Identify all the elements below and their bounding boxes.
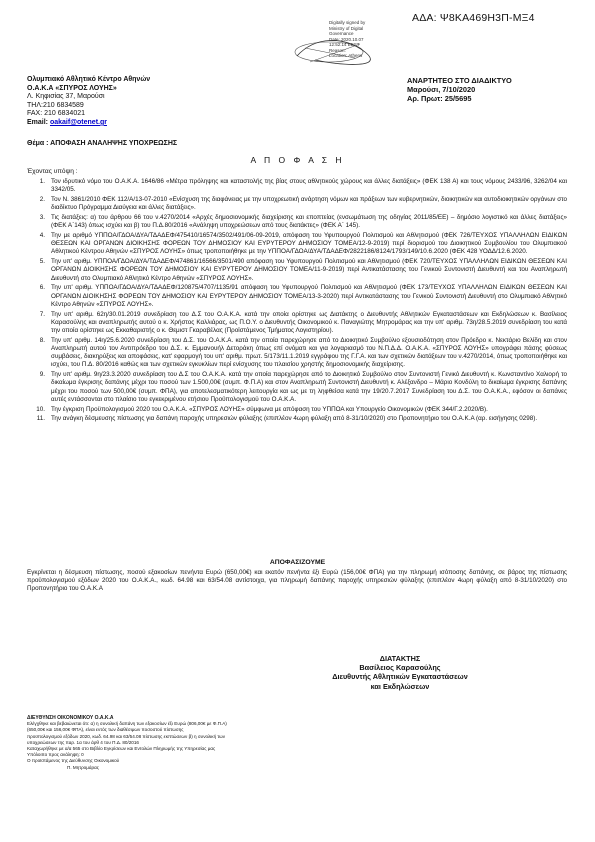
item-number: 8. bbox=[39, 336, 45, 344]
item-number: 2. bbox=[39, 196, 45, 203]
digital-signature-stamp bbox=[285, 18, 475, 76]
protocol-number: Αρ. Πρωτ: 25/5695 bbox=[407, 94, 472, 103]
considerations-list bbox=[27, 178, 567, 425]
item-number: 3. bbox=[39, 214, 45, 221]
signature-scribble-icon bbox=[285, 18, 475, 76]
signer-title: Διευθυντής Αθλητικών Εγκαταστάσεων bbox=[332, 672, 468, 682]
signature-line: Location: Athens bbox=[329, 53, 363, 58]
item-text: Τις διατάξεις: α) του άρθρου 66 του ν.4270/2014 «Αρχές δημοσιονομικής διαχείρισης και εποπτείας (ενσωμάτωση της οδηγίας 2011/85/ΕΕ) – δημόσιο λογιστικό και άλλες διατάξεις» (ΦΕΚ Α΄143) όπως ισχύει και β) του Π.Δ.80/2016 «Ανάληψη υποχρεώσεων από τους διατάκτες» (ΦΕΚ Α΄ 145). bbox=[51, 214, 567, 230]
subject-line: Θέμα : ΑΠΟΦΑΣΗ ΑΝΑΛΗΨΗΣ ΥΠΟΧΡΕΩΣΗΣ bbox=[27, 140, 178, 147]
item-text: Την υπ' αριθμ. ΥΠΠΟΑ/ΓΔΟΑ/ΔΥΑ/ΤΔΑΔΕΦ/474861/16566/3501/490 απόφαση του Υφυπουργού Πολιτισμού και Αθλητισμού (ΦΕΚ 720/ΤΕΥΧΟΣ ΥΠΑΛΛΗΛΩΝ ΕΙΔΙΚΩΝ ΘΕΣΕΩΝ ΚΑΙ ΟΡΓΑΝΩΝ ΔΙΟΙΚΗΣΗΣ ΦΟΡΕΩΝ ΤΟΥ ΔΗΜΟΣΙΟΥ ΚΑΙ ΕΥΡΥΤΕΡΟΥ ΔΗΜΟΣΙΟΥ ΤΟΜΕΑ/11-9-2019) περί Αντικατάστασης του Γενικού Συντονιστή Διευθυντή και του Αναπληρωτή Διευθυντή στο Ολυμπιακό Αθλητικό Κέντρο Αθηνών «ΣΠΥΡΟΣ ΛΟΥΗΣ». bbox=[51, 258, 567, 282]
org-short-name: Ο.Α.Κ.Α «ΣΠΥΡΟΣ ΛΟΥΗΣ» bbox=[27, 84, 117, 92]
consideration-item bbox=[27, 214, 567, 230]
org-name: Ολυμπιακό Αθλητικό Κέντρο Αθηνών bbox=[27, 76, 151, 83]
signature-text bbox=[329, 20, 365, 59]
org-phone: ΤΗΛ:210 6834589 bbox=[27, 101, 84, 109]
item-number: 4. bbox=[39, 232, 45, 239]
item-text: Την έγκριση Προϋπολογισμού 2020 του Ο.Α.Κ.Α. «ΣΠΥΡΟΣ ΛΟΥΗΣ» σύμφωνα με απόφαση του ΥΠΠΟΑ και Υπουργείο Οικονομικών (ΦΕΚ 344/Γ.2.2020/Β). bbox=[51, 405, 488, 413]
document-title: Α Π Ο Φ Α Σ Η bbox=[250, 155, 345, 165]
org-fax: FAX: 210 6834021 bbox=[27, 110, 85, 118]
consideration-item bbox=[27, 178, 567, 194]
consideration-item bbox=[27, 232, 567, 257]
consideration-item bbox=[27, 371, 567, 404]
email-link[interactable]: oakaif@otenet.gr bbox=[49, 118, 107, 126]
consideration-item bbox=[27, 258, 567, 283]
document-date: Μαρούσι, 7/10/2020 bbox=[407, 85, 476, 94]
signer-name: Βασίλειος Καρασούλης bbox=[359, 663, 441, 673]
item-number: 9. bbox=[39, 371, 45, 379]
org-address: Λ. Κηφισίας 37, Μαρούσι bbox=[27, 93, 105, 101]
consideration-item bbox=[27, 284, 567, 309]
item-text: Την υπ' αριθμ. 14η/25.6.2020 συνεδρίαση του Δ.Σ. του Ο.Α.Κ.Α. κατά την οποία παρεχώρησε από το Διοικητικό Συμβούλιο εξουσιοδότηση στον Πρόεδρο κ. Νεκτάριο Βελίδη και στον Αναπληρωτή αυτού τον Αντιπρόεδρο του Δ.Σ. κ. Εμμανουήλ Δετοράκη όπως επί ονόματι και για λογαριασμό του Ν.Π.Δ.Δ. Ο.Α.Κ.Α. «ΣΠΥΡΟΣ ΛΟΥΗΣ» υπογράφει πάσης φύσεως συμβάσεις, διακηρύξεις και αποφάσεις, κατ' εφαρμογή του υπ' αριθμ. πρωτ. 5/173/11.1.2019 εγγράφου της Γ.Γ.Α. και των σχετικών διατάξεων του ν.4270/2014, όπως τροποποιήθηκε και ισχύει, του Π.Δ. 80/2016 καθώς και των σχετικών εγκυκλίων περί ενίσχυσης του πλαισίου χρηστής δημοσιονομικής διαχείρισης. bbox=[51, 336, 567, 369]
signer-role: ΔΙΑΤΑΚΤΗΣ bbox=[379, 654, 421, 663]
signature-line: Digitally signed by bbox=[329, 20, 366, 25]
item-text: Την υπ' αριθμ. 9η/23.3.2020 συνεδρίαση του Δ.Σ του Ο.Α.Κ.Α. κατά την οποία παρεχώρησε από το Διοικητικό Συμβούλιο στον Συντονιστή Γενικό Διευθυντή κ. Κωνσταντίνο Χαλιορή το δικαίωμα έγκρισης δαπάνης μέχρι του ποσού των 1.500,00€ (συμπ. Φ.Π.Α) και στον Αναπληρωτή Συντονιστή Διευθυντή κ. Αλέξανδρο – Μάριο Κονδύλη το δικαίωμα έγκρισης δαπάνης μέχρι του ποσού των 500,00€ (συμπ. ΦΠΑ), για αποτελεσματικότερη λειτουργία και ως με τη ληφθείσα κατά την 19/20.7.2017 Συνεδρίαση του Δ.Σ. του Ο.Α.Κ.Α., εφόσον οι δαπάνες αυτές εντάσσονται στο πλαίσιο του εγκεκριμένου ετήσιου Προϋπολογισμού του Ο.Α.Κ.Α. bbox=[51, 371, 567, 403]
item-number: 6. bbox=[39, 284, 45, 292]
finance-line: Ο προϊστάμενος της Διεύθυνσης Οικονομικού bbox=[27, 758, 120, 764]
finance-line: προϋπολογισμού εξόδων 2020, κωδ. 64.98 και 63/54.08 πίστωσης εκπτώσεων β) η συνολική των bbox=[27, 733, 226, 739]
finance-line: Ελέγχθηκε και βεβαιώνεται ότι: α) η συνολική δαπάνη των εξακοσίων έξι Ευρώ (806,00€ με Φ.Π.Α) bbox=[27, 721, 227, 727]
finance-line: (650,00€ και 156,00€ ΦΠΑ), είναι εντός των διαθέσιμων ποσοστού πίστωσης bbox=[27, 727, 184, 733]
posting-label: ΑΝΑΡΤΗΤΕΟ ΣΤΟ ΔΙΑΔΙΚΤΥΟ bbox=[407, 76, 512, 85]
ada-code: ΑΔΑ: Ψ8ΚΑ469Η3Π-ΜΞ4 bbox=[412, 12, 535, 24]
consideration-item bbox=[27, 337, 567, 370]
finance-line: υποχρεώσεων της παρ. 1α του άρθ 4 του Π.Δ. 80/2016 bbox=[27, 739, 139, 745]
finance-heading: ΔΙΕΥΘΥΝΣΗ ΟΙΚΟΝΟΜΙΚΟΥ Ο.Α.Κ.Α bbox=[27, 715, 114, 721]
posting-info bbox=[407, 76, 512, 103]
finance-line: Καταχωρήθηκε με α/α 565 στο Βιβλίο Εγκρίσεων και Εντολών Πληρωμής της Υπηρεσίας μας bbox=[27, 746, 216, 752]
signature-line: Ministry of Digital bbox=[329, 25, 364, 31]
email-label: Email: bbox=[27, 118, 49, 126]
finance-note bbox=[27, 715, 347, 771]
item-number: 5. bbox=[39, 258, 45, 266]
sender-block bbox=[27, 76, 150, 128]
consideration-item bbox=[27, 406, 567, 414]
signer-block bbox=[300, 654, 500, 691]
item-number: 11. bbox=[36, 415, 45, 423]
item-text: Τον Ν. 3861/2010 ΦΕΚ 112/Α/13-07-2010 «Ενίσχυση της διαφάνειας με την υποχρεωτική ανάρτηση νόμων και πράξεων των κυβερνητικών, διοικητικών και αυτοδιοικητικών οργάνων στο διαδίκτυο Πρόγραμμα Διαύγεια και άλλες διατάξεις». bbox=[51, 196, 567, 212]
signature-line: 12:52:14 EEST bbox=[329, 42, 360, 47]
item-text: Τον ιδρυτικό νόμο του Ο.Α.Κ.Α. 1646/86 «Μέτρα πρόληψης και καταστολής της βίας στους αθλητικούς χώρους και άλλες διατάξεις» (ΦΕΚ 138 Α) και τους νόμους 2433/96, 3262/04 και 3342/05. bbox=[51, 178, 567, 194]
item-number: 7. bbox=[39, 310, 45, 318]
item-number: 1. bbox=[39, 178, 45, 185]
preamble-label: Έχοντας υπόψη : bbox=[27, 168, 78, 175]
decision-heading: ΑΠΟΦΑΣΙΖΟΥΜΕ bbox=[269, 559, 326, 566]
item-text: Την υπ' αριθμ. ΥΠΠΟΑ/ΓΔΟΑ/ΔΥΑ/ΤΔΑΔΕΦ/120875/4707/1135/91 απόφαση του Υφυπουργού Πολιτισμού και Αθλητισμού (ΦΕΚ 173/ΤΕΥΧΟΣ ΥΠΑΛΛΗΛΩΝ ΕΙΔΙΚΩΝ ΘΕΣΕΩΝ ΚΑΙ ΟΡΓΑΝΩΝ ΔΙΟΙΚΗΣΗΣ ΦΟΡΕΩΝ ΤΟΥ ΔΗΜΟΣΙΟΥ ΚΑΙ ΕΥΡΥΤΕΡΟΥ ΔΗΜΟΣΙΟΥ ΤΟΜΕΑ/13-3-2020) περί Αντικατάστασης του Γενικού Συντονιστή Διευθυντή στο Ολυμπιακό Αθλητικό Κέντρο Αθηνών «ΣΠΥΡΟΣ ΛΟΥΗΣ». bbox=[51, 284, 567, 308]
signature-line: Governance bbox=[329, 31, 354, 36]
decision-text: Εγκρίνεται η δέσμευση πίστωσης, ποσού εξακοσίων πενήντα Ευρώ (650,00€) και εκατόν πενήντα έξι Ευρώ (156,00€ ΦΠΑ) για την πληρωμή ισόποσης δαπάνης, σε βάρος της πίστωσης προϋπολογισμού εξόδων 2020 του Ο.Α.Κ.Α., κωδ. 64.98 και 63/54.08 αντίστοιχα, για πληρωμή δαπάνης παροχής υπηρεσιών φύλαξης (επιπλέον 4ωρη φύλαξη από 8-31/10/2020) στο Προπονητήριο του Ο.Α.Κ.Α bbox=[27, 569, 567, 593]
finance-line: Υπόλοιπο προς ανάληψη: 0 bbox=[27, 752, 84, 758]
finance-line: Π. Μητρομάρας bbox=[67, 764, 100, 770]
item-number: 10. bbox=[36, 405, 45, 413]
consideration-item bbox=[27, 196, 567, 212]
signature-line: Reason: bbox=[329, 47, 346, 53]
item-text: Την υπ' αριθμ. 62η/30.01.2019 συνεδρίαση του Δ.Σ του Ο.Α.Κ.Α. κατά την οποία ορίστηκε ως Διατάκτης ο Διευθυντής Αθλητικών Εγκαταστάσεων και Εκδηλώσεων κ. Βασίλειος Καρασούλης και αναπληρωτής αυτού ο κ. Χρήστος Καλλιάρας, ως Π.Ο.Υ. ο Διευθυντής Οικονομικού κ. Παναγιώτης Μητρομάρας και την υπ' αριθμ. 73η/28.5.2019 συνεδρίαση του κατά την οποία ορίστηκε ως Εκκαθαριστής ο κ. Θεμιστ Γκαραβέλας (Προϊστάμενος Τμήματος Λογιστηρίου). bbox=[51, 310, 567, 335]
signer-title: και Εκδηλώσεων bbox=[370, 681, 430, 691]
consideration-item bbox=[27, 311, 567, 336]
item-text: Την με αριθμό ΥΠΠΟΑ/ΓΔΟΑ/ΔΥΑ/ΤΔΑΔΕΦ/475410/16574/3502/491/06-09-2019, απόφαση του Υφυπουργού Πολιτισμού και Αθλητισμού (ΦΕΚ 726/ΤΕΥΧΟΣ ΥΠΑΛΛΗΛΩΝ ΕΙΔΙΚΩΝ ΘΕΣΕΩΝ ΚΑΙ ΟΡΓΑΝΩΝ ΔΙΟΙΚΗΣΗΣ ΦΟΡΕΩΝ ΤΟΥ ΔΗΜΟΣΙΟΥ ΚΑΙ ΕΥΡΥΤΕΡΟΥ ΔΗΜΟΣΙΟΥ ΤΟΜΕΑ/12-9-2019) περί διορισμού του Διοικητικού Συμβουλίου του Ολυμπιακού Αθλητικού Κέντρου Αθηνών «ΣΠΥΡΟΣ ΛΟΥΗΣ» όπως τροποποιήθηκε με την ΥΠΠΟΑ/ΓΔΟΑ/ΔΥΑ/ΤΔΑΔΕΦ/2822186/8124/1793/149/10.6.2020 (ΦΕΚ 428 ΥΟΔΔ/12.6.2020. bbox=[51, 232, 567, 256]
signature-line: Date: 2020.10.07 bbox=[329, 36, 364, 42]
consideration-item bbox=[27, 415, 567, 423]
item-text: Την ανάγκη δέσμευσης πίστωσης για δαπάνη παροχής υπηρεσιών φύλαξης (επιπλέον 4ωρη φύλαξη από 8-31/10/2020) στο Προπονητήριο του Ο.Α.Κ.Α (αρ. εισήγησης 0298). bbox=[51, 415, 538, 423]
